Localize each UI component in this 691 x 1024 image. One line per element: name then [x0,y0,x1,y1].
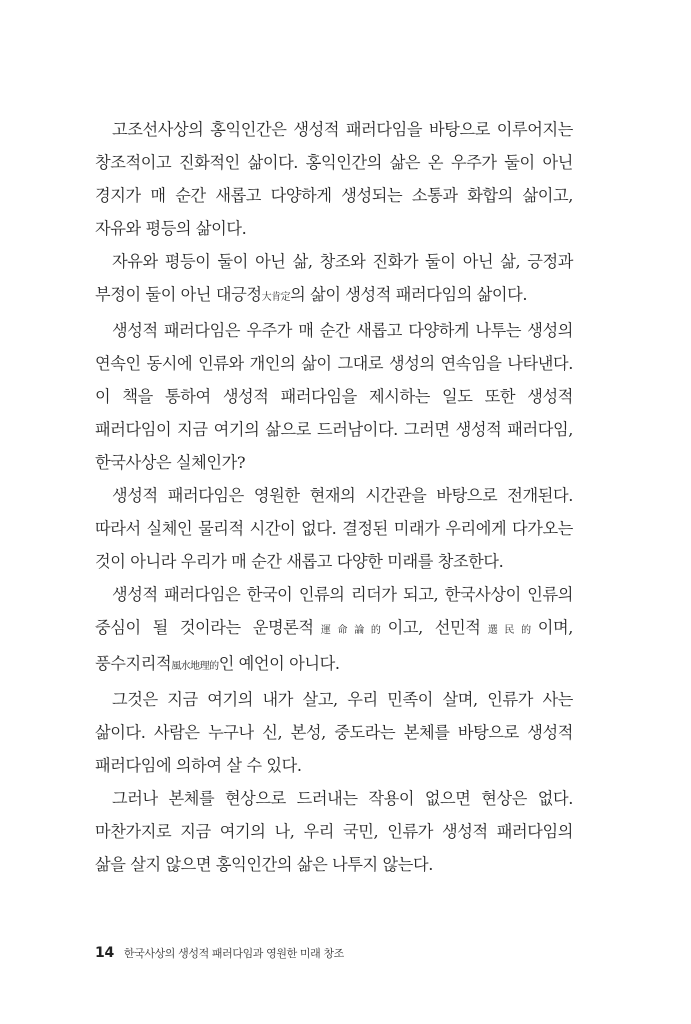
paragraph-text: 그것은 지금 여기의 내가 살고, 우리 민족이 살며, 인류가 사는 삶이다. 사람은 누구나 신, 본성, 중도라는 본체를 바탕으로 생성적 패러다임에 의하여 살 수 있다. [95,690,573,775]
paragraph-text: 생성적 패러다임은 한국이 인류의 리더가 되고, 한국사상이 인류의 중심이 될 것이라는 운명론적 [95,585,573,637]
paragraph-text: 자유와 평등이 둘이 아닌 삶, 창조와 진화가 둘이 아닌 삶, 긍정과 부정이 둘이 아닌 대긍정 [95,252,573,304]
page-number: 14 [95,945,114,961]
paragraph-text: 의 삶이 생성적 패러다임의 삶이다. [290,285,528,304]
hanja-annotation: 大肯定 [261,292,291,303]
paragraph-6 [95,683,573,782]
hanja-annotation: 運命論的 [313,625,388,636]
page-footer [95,945,344,963]
paragraph-1 [95,113,573,245]
running-title: 한국사상의 생성적 패러다임과 영원한 미래 창조 [123,947,344,960]
paragraph-3 [95,314,573,479]
paragraph-text: 생성적 패러다임은 영원한 현재의 시간관을 바탕으로 전개된다. 따라서 실체인 물리적 시간이 없다. 결정된 미래가 우리에게 다가오는 것이 아니라 우리가 매 순간 새롭고 다양한 미래를 창조한다. [95,486,573,571]
body-text [95,113,573,881]
paragraph-text: 생성적 패러다임은 우주가 매 순간 새롭고 다양하게 나투는 생성의 연속인 동시에 인류와 개인의 삶이 그대로 생성의 연속임을 나타낸다. 이 책을 통하여 생성적 패러다임을 제시하는 일도 또한 생성적 패러다임이 지금 여기의 삶으로 드러남이다. 그러면 생성적 패러다임, 한국사상은 실체인가? [95,321,573,472]
paragraph-text: 그러나 본체를 현상으로 드러내는 작용이 없으면 현상은 없다. 마찬가지로 지금 여기의 나, 우리 국민, 인류가 생성적 패러다임의 삶을 살지 않으면 홍익인간의 삶은 나투지 않는다. [95,789,573,874]
paragraph-5 [95,578,573,683]
paragraph-text: 인 예언이 아니다. [218,654,340,673]
hanja-annotation: 風水地理的 [171,661,219,672]
paragraph-text: 고조선사상의 홍익인간은 생성적 패러다임을 바탕으로 이루어지는 창조적이고 진화적인 삶이다. 홍익인간의 삶은 온 우주가 둘이 아닌 경지가 매 순간 새롭고 다양하게 생성되는 소통과 화합의 삶이고, 자유와 평등의 삶이다. [95,120,573,238]
hanja-annotation: 選民的 [480,625,538,636]
paragraph-7 [95,782,573,881]
paragraph-text: 이며, 풍수지리적 [95,618,573,673]
paragraph-2 [95,245,573,314]
paragraph-4 [95,479,573,578]
paragraph-text: 이고, 선민적 [387,618,481,637]
